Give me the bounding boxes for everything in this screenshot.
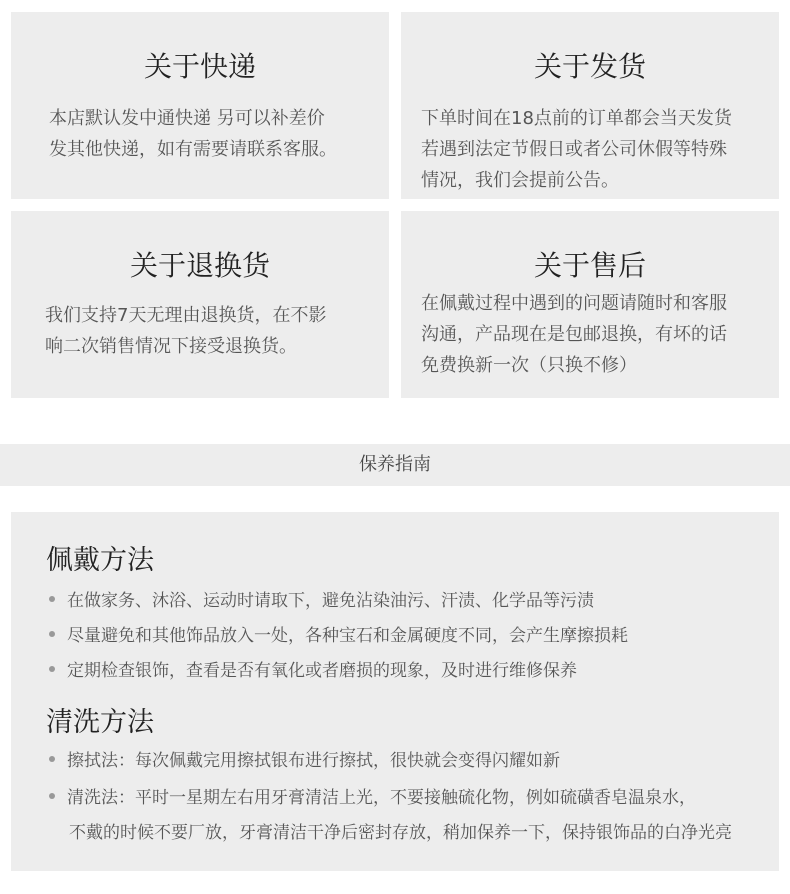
card-line: 若遇到法定节假日或者公司休假等特殊 [421,139,727,160]
after-sales-card [401,211,779,398]
returns-card [11,211,389,398]
list-item: 在做家务、沐浴、运动时请取下，避免沾染油污、汗渍、化学品等污渍 [49,589,594,613]
card-line: 本店默认发中通快递 另可以补差价 [49,108,325,129]
wearing-heading: 佩戴方法 [46,545,154,576]
bullet-icon [49,756,55,762]
card-body [49,103,337,165]
card-title: 关于退换货 [129,249,270,282]
card-line: 沟通，产品现在是包邮退换，有坏的话 [421,324,727,345]
card-title: 关于售后 [533,249,646,282]
list-item: 清洗法：平时一星期左右用牙膏清洁上光，不要接触硫化物，例如硫磺香皂温泉水， [49,786,696,810]
card-line: 我们支持7天无理由退换货，在不影 [45,305,327,326]
bullet-icon [49,631,55,637]
card-title: 关于快递 [143,50,256,83]
list-item-continuation: 不戴的时候不要厂放，牙膏清洁干净后密封存放，稍加保养一下，保持银饰品的白净光亮 [69,823,732,843]
card-line: 免费换新一次（只换不修） [421,355,637,376]
card-line: 下单时间在18点前的订单都会当天发货 [421,108,732,129]
card-line: 发其他快递，如有需要请联系客服。 [49,139,337,160]
card-line: 情况，我们会提前公告。 [421,170,619,191]
list-item: 定期检查银饰，查看是否有氧化或者磨损的现象，及时进行维修保养 [49,659,577,683]
card-body [421,103,732,196]
bullet-icon [49,793,55,799]
card-line: 响二次销售情况下接受退换货。 [45,336,297,357]
cleaning-heading: 清洗方法 [46,707,154,738]
care-guide-bar: 保养指南 [0,444,790,486]
list-item: 尽量避免和其他饰品放入一处，各种宝石和金属硬度不同，会产生摩擦损耗 [49,624,628,648]
shipping-card [11,12,389,199]
bullet-icon [49,666,55,672]
card-body [45,300,326,362]
card-line: 在佩戴过程中遇到的问题请随时和客服 [421,293,727,314]
bullet-icon [49,596,55,602]
card-title: 关于发货 [533,50,646,83]
card-body [421,288,727,381]
care-guide-panel [11,512,779,871]
dispatch-card [401,12,779,199]
list-item: 擦拭法：每次佩戴完用擦拭银布进行擦拭，很快就会变得闪耀如新 [49,749,560,773]
